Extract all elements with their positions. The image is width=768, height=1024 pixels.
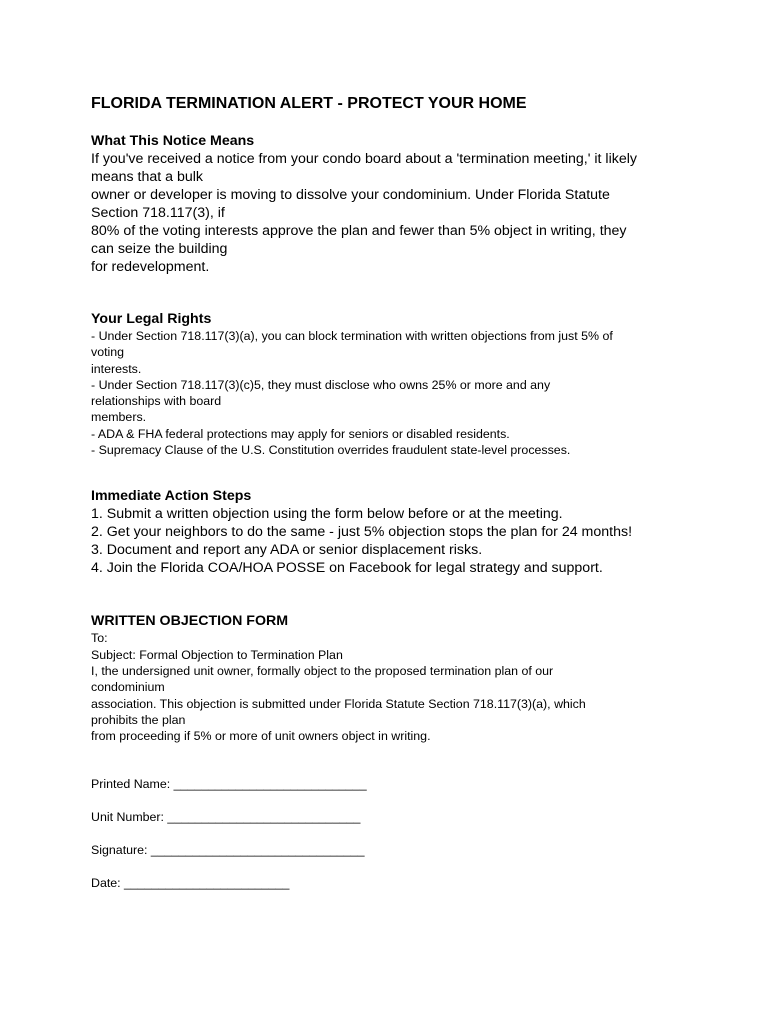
form-line: Subject: Formal Objection to Termination Plan (91, 647, 343, 662)
notice-line: If you've received a notice from your condo board about a 'termination meeting,' it likely (91, 151, 637, 167)
form-line: condominium (91, 680, 165, 695)
actions-section (91, 487, 691, 577)
form-fields (91, 776, 691, 891)
notice-line: can seize the building (91, 241, 228, 257)
rights-body (91, 328, 691, 458)
notice-section (91, 132, 691, 276)
form-line: association. This objection is submitted under Florida Statute Section 718.117(3)(a), which (91, 696, 586, 711)
form-line: I, the undersigned unit owner, formally object to the proposed termination plan of our (91, 663, 554, 678)
form-line: prohibits the plan (91, 712, 186, 727)
rights-line: members. (91, 410, 147, 425)
rights-line: voting (91, 345, 125, 360)
notice-body (91, 150, 691, 276)
form-body (91, 630, 691, 744)
rights-line: - ADA & FHA federal protections may apply for seniors or disabled residents. (91, 426, 510, 441)
rights-line: - Under Section 718.117(3)(c)5, they must disclose who owns 25% or more and any (91, 377, 551, 392)
rights-line: relationships with board (91, 394, 222, 409)
rights-heading: Your Legal Rights (91, 311, 212, 327)
printed-name-field[interactable]: Printed Name: ____________________________ (91, 777, 367, 792)
action-step: 2. Get your neighbors to do the same - just 5% objection stops the plan for 24 months! (91, 524, 633, 541)
rights-section (91, 310, 691, 458)
notice-line: means that a bulk (91, 169, 203, 185)
notice-heading: What This Notice Means (91, 133, 255, 149)
form-line: To: (91, 631, 108, 646)
form-section (91, 613, 691, 891)
rights-line: - Supremacy Clause of the U.S. Constitution overrides fraudulent state-level processes. (91, 443, 571, 458)
actions-body (91, 505, 691, 577)
rights-line: - Under Section 718.117(3)(a), you can block termination with written objections from just 5% of (91, 329, 613, 343)
document-title: FLORIDA TERMINATION ALERT - PROTECT YOUR HOME (91, 95, 527, 112)
actions-heading: Immediate Action Steps (91, 488, 252, 505)
unit-number-field[interactable]: Unit Number: ____________________________ (91, 810, 361, 825)
rights-line: interests. (91, 361, 142, 376)
signature-field[interactable]: Signature: _______________________________ (91, 843, 365, 858)
action-step: 4. Join the Florida COA/HOA POSSE on Facebook for legal strategy and support. (91, 560, 603, 577)
document-page (91, 93, 691, 891)
form-heading: WRITTEN OBJECTION FORM (91, 613, 289, 630)
notice-line: Section 718.117(3), if (91, 205, 225, 221)
notice-line: owner or developer is moving to dissolve your condominium. Under Florida Statute (91, 187, 610, 203)
action-step: 1. Submit a written objection using the form below before or at the meeting. (91, 506, 563, 523)
action-step: 3. Document and report any ADA or senior displacement risks. (91, 542, 483, 559)
notice-line: 80% of the voting interests approve the plan and fewer than 5% object in writing, they (91, 223, 627, 239)
notice-line: for redevelopment. (91, 259, 210, 275)
date-field[interactable]: Date: ________________________ (91, 876, 290, 891)
form-line: from proceeding if 5% or more of unit owners object in writing. (91, 729, 431, 744)
